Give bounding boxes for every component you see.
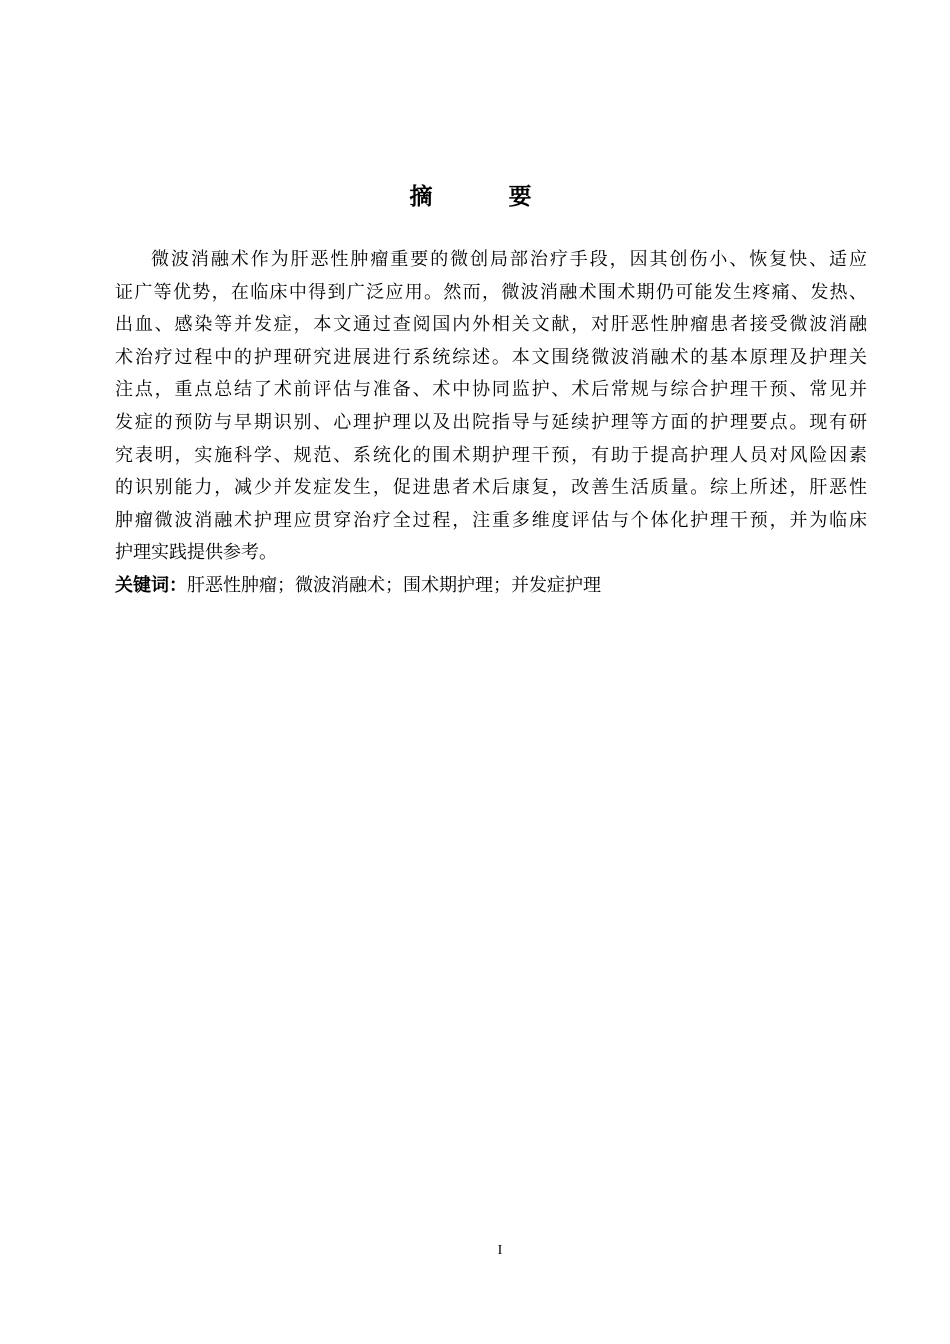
abstract-line: 出血、感染等并发症，本文通过查阅国内外相关文献，对肝恶性肿瘤患者接受微波消融	[115, 314, 867, 336]
abstract-line: 微波消融术作为肝恶性肿瘤重要的微创局部治疗手段，因其创伤小、恢复快、适应	[151, 249, 867, 270]
abstract-line: 注点，重点总结了术前评估与准备、术中协同监护、术后常规与综合护理干预、常见并	[115, 379, 867, 401]
abstract-line: 术治疗过程中的护理研究进展进行系统综述。本文围绕微波消融术的基本原理及护理关	[115, 346, 867, 368]
abstract-line: 的识别能力，减少并发症发生，促进患者术后康复，改善生活质量。综上所述，肝恶性	[115, 477, 867, 499]
abstract-body	[115, 244, 867, 603]
keywords-list: 肝恶性肿瘤；微波消融术；围术期护理；并发症护理	[187, 574, 601, 596]
keywords-row	[115, 570, 867, 603]
abstract-title: 摘 要	[409, 184, 566, 210]
abstract-line: 发症的预防与早期识别、心理护理以及出院指导与延续护理等方面的护理要点。现有研	[115, 411, 867, 433]
abstract-line: 护理实践提供参考。	[115, 542, 277, 564]
abstract-line: 肿瘤微波消融术护理应贯穿治疗全过程，注重多维度评估与个体化护理干预，并为临床	[115, 509, 867, 531]
abstract-line: 究表明，实施科学、规范、系统化的围术期护理干预，有助于提高护理人员对风险因素	[115, 444, 867, 466]
page-number: I	[497, 1243, 503, 1258]
abstract-line: 证广等优势，在临床中得到广泛应用。然而，微波消融术围术期仍可能发生疼痛、发热、	[115, 281, 867, 303]
keywords-label: 关键词：	[115, 574, 187, 596]
